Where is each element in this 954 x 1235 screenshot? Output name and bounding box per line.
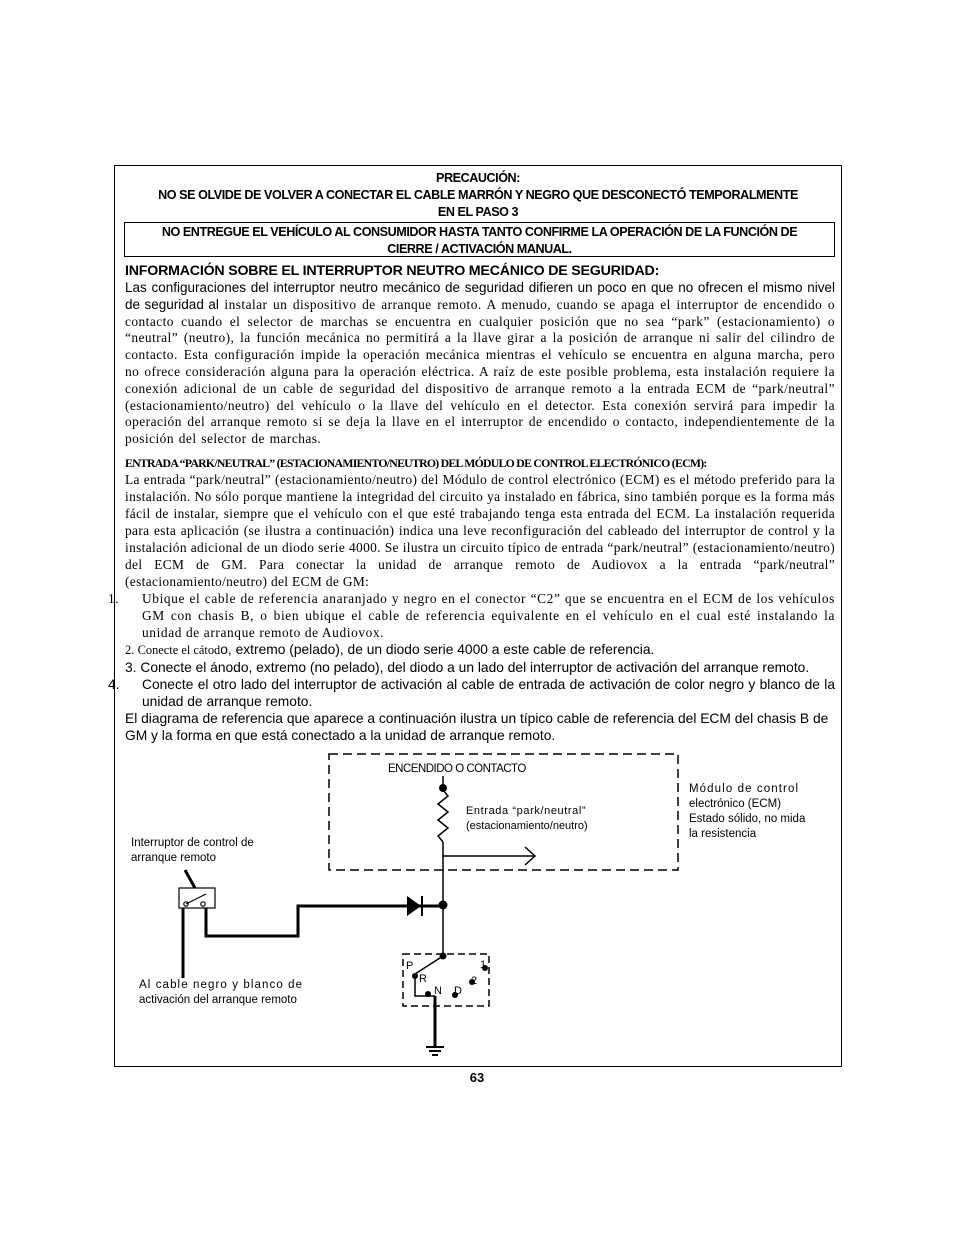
park-neutral-label-1: Entrada “park/neutral” [466,805,587,817]
gear-selector-arm [415,956,443,974]
step-1-number: 1. [108,590,120,606]
step-4 [108,676,835,710]
junction-node [439,901,448,910]
section-heading-safety-switch: INFORMACIÓN SOBRE EL INTERRUPTOR NEUTRO MECÁNICO DE SEGURIDAD: [125,263,660,279]
ecm-label-3: Estado sólido, no mida [689,813,806,825]
switch-actuator [185,870,195,888]
park-neutral-label-2: (estacionamiento/neutro) [466,820,588,832]
paragraph-diagram-intro: El diagrama de referencia que aparece a continuación ilustra un típico cable de referencia del ECM del chasis B de GM y la forma en que está conectado a la unidad de arranque remoto. [125,710,829,743]
step-2 [125,641,835,659]
gear-label-p: P [406,960,414,972]
paragraph-ecm-input: La entrada “park/neutral” (estacionamiento/neutro) del Módulo de control electrónico (ECM) es el método preferido para la instalación. No sólo porque mantiene la integridad del circuito ya instalado en fábrica, sino también porque es la forma más fácil de instalar, siempre que el vehículo con el que esté trabajando tenga esta entrada del ECM. La instalación requerida para esta aplicación (se ilustra a continuación) indica una leve reconfiguración del cableado del interruptor de control y la instalación adicional de un diodo serie 4000. Se ilustra un circuito típico de entrada “park/neutral” (estacionamiento/neutro) del ECM de GM. Para conectar la unidad de arranque remoto de Audiovox a la entrada “park/neutral” (estacionamiento/neutro) del ECM de GM: [125,471,835,589]
switch-label-1: Interruptor de control de [131,837,254,849]
warning-box [124,222,835,257]
step-3-text: Conecte el ánodo, extremo (no pelado), del diodo a un lado del interruptor de activación del arranque remoto. [140,659,810,675]
diode [407,896,421,916]
paragraph-safety-switch [125,280,835,448]
switch-contact-right [201,902,205,906]
content-frame [108,165,842,1067]
step-2-text-sans: o, extremo (pelado), de un diodo serie 4000 a este cable de referencia. [220,641,655,657]
caution-notice [125,170,831,221]
gear-label-r: R [419,973,427,985]
step-2-number: 2. [125,642,135,657]
ignition-label: ENCENDIDO O CONTACTO [388,763,526,775]
gear-label-1: 1 [480,959,487,971]
wire-label-2: activación del arranque remoto [139,994,297,1006]
resistor [438,790,448,842]
ignition-node [439,784,447,792]
section-heading-ecm-input: ENTRADA “PARK/NEUTRAL” (ESTACIONAMIENTO/NEUTRO) DEL MÓDULO DE CONTROL ELECTRÓNICO (ECM): [125,455,707,470]
gear-label-n: N [434,985,442,997]
ecm-label-2: electrónico (ECM) [689,798,782,810]
paragraph-safety-switch-sans: Las configuraciones del interruptor neutro mecánico de seguridad difieren un poco en que no ofrecen el mismo nivel de seguridad al [125,280,835,312]
paragraph-safety-switch-serif: instalar un dispositivo de arranque remoto. A menudo, cuando se apaga el interruptor de encendido o contacto cuando el selector de marchas se encuentra en cualquier posición que no sea “park” (estacionamiento) o “neutral” (neutro), la función mecánica no permitirá a la llave girar a la posición de arranque ni salir del cilindro de contacto. Esta configuración impide la operación mecánica mientras el vehículo se encuentra en alguna marcha, pero no ofrece consideración alguna para la operación eléctrica. A raíz de este posible problema, esta instalación requiere la conexión adicional de un cable de seguridad del dispositivo de arranque remoto a la entrada ECM de “park/neutral” (estacionamiento/neutro) del vehículo o la llave del vehículo en el detector. Esta conexión servirá para impedir la operación del arranque remoto si se deja la llave en el interruptor de encendido o contacto, independientemente de la posición del selector de marchas. [125,296,835,447]
wire-label-1: Al cable negro y blanco de [139,979,304,991]
step-2-text-serif: Conecte el cátod [137,642,221,657]
ecm-label-4: la resistencia [689,828,757,840]
switch-label-2: arranque remoto [131,852,217,864]
step-3 [125,659,835,676]
ecm-label-1: Módulo de control [689,783,800,795]
switch-blade [186,894,206,904]
step-4-number: 4. [108,676,120,692]
gear-label-d: D [454,985,462,997]
caution-line-2: EN EL PASO 3 [437,205,519,219]
section-safety-switch [108,263,835,744]
gear-label-2: 2 [471,975,478,987]
caution-title: PRECAUCIÓN: [436,171,520,185]
step-1-text: Ubique el cable de referencia anaranjado y negro en el conector “C2” que se encuentra en el ECM de los vehículos GM con chasis B, o bien ubique el cable de referencia equivalente en el vehículo en el cual esté instalando la unidad de arranque remoto de Audiovox. [142,590,835,640]
step-4-text: Conecte el otro lado del interruptor de activación al cable de entrada de activación de color negro y blanco de la unidad de arranque remoto. [142,676,835,709]
warning-line-2: CIERRE / ACTIVACIÓN MANUAL. [387,241,572,256]
wiring-diagram [115,746,841,1066]
page-number: 63 [469,1070,485,1085]
caution-line-1: NO SE OLVIDE DE VOLVER A CONECTAR EL CABLE MARRÓN Y NEGRO QUE DESCONECTÓ TEMPORALMENTE [158,188,798,202]
step-1 [108,590,835,641]
step-3-number: 3. [125,659,137,675]
warning-line-1: NO ENTREGUE EL VEHÍCULO AL CONSUMIDOR HASTA TANTO CONFIRME LA OPERACIÓN DE LA FUNCIÓN DE [161,225,798,239]
